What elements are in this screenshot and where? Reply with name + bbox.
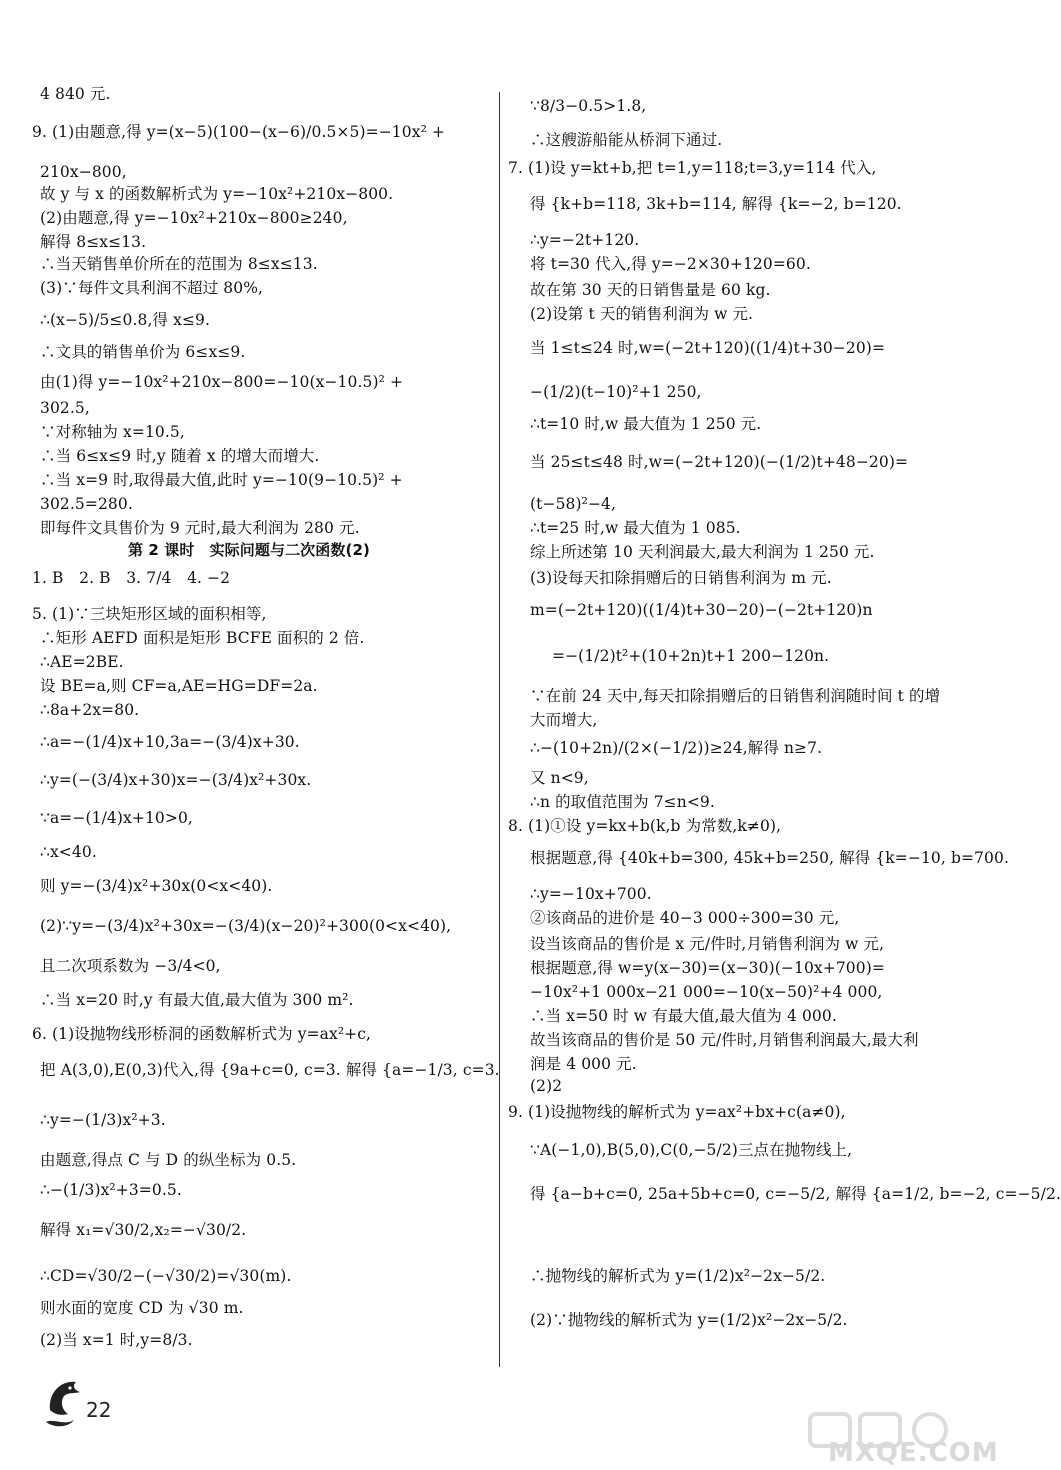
right-line-36: ∵A(−1,0),B(5,0),C(0,−5/2)三点在抛物线上,: [530, 1141, 853, 1159]
left-line-33: 6. (1)设抛物线形桥洞的函数解析式为 y=ax²+c,: [32, 1025, 372, 1043]
left-line-5: (2)由题意,得 y=−10x²+210x−800≥240,: [40, 209, 348, 227]
left-line-12: 302.5,: [40, 399, 90, 417]
left-line-36: 由题意,得点 C 与 D 的纵坐标为 0.5.: [40, 1151, 297, 1169]
left-line-7: ∴当天销售单价所在的范围为 8≤x≤13.: [40, 255, 318, 273]
left-line-29: 则 y=−(3/4)x²+30x(0<x<40).: [40, 877, 273, 895]
right-line-30: −10x²+1 000x−21 000=−10(x−50)²+4 000,: [530, 983, 883, 1001]
dolphin-logo-icon: [44, 1370, 92, 1430]
right-line-22: 又 n<9,: [530, 769, 589, 787]
left-line-40: 则水面的宽度 CD 为 √30 m.: [40, 1299, 244, 1317]
left-line-8: (3)∵每件文具利润不超过 80%,: [40, 279, 264, 297]
right-line-8: (2)设第 t 天的销售利润为 w 元.: [530, 305, 754, 323]
watermark-text: MXQE.COM: [828, 1438, 999, 1468]
right-line-29: 根据题意,得 w=y(x−30)=(x−30)(−10x+700)=: [530, 959, 885, 977]
right-line-27: ②该商品的进价是 40−3 000÷300=30 元,: [530, 909, 840, 927]
left-line-21: ∴矩形 AEFD 面积是矩形 BCFE 面积的 2 倍.: [40, 629, 365, 647]
right-line-39: (2)∵抛物线的解析式为 y=(1/2)x²−2x−5/2.: [530, 1311, 848, 1329]
right-line-10: −(1/2)(t−10)²+1 250,: [530, 383, 702, 401]
left-line-4: 故 y 与 x 的函数解析式为 y=−10x²+210x−800.: [40, 185, 394, 203]
right-line-34: (2)2: [530, 1077, 563, 1095]
right-line-19: ∵在前 24 天中,每天扣除捐赠后的日销售利润随时间 t 的增: [530, 687, 941, 705]
left-line-2: 9. (1)由题意,得 y=(x−5)(100−(x−6)/0.5×5)=−10x² +: [32, 123, 445, 141]
right-line-5: ∴y=−2t+120.: [530, 231, 640, 249]
right-line-6: 将 t=30 代入,得 y=−2×30+120=60.: [530, 255, 811, 273]
right-line-23: ∴n 的取值范围为 7≤n<9.: [530, 793, 715, 811]
left-line-26: ∴y=(−(3/4)x+30)x=−(3/4)x²+30x.: [40, 771, 312, 789]
left-line-39: ∴CD=√30/2−(−√30/2)=√30(m).: [40, 1267, 292, 1285]
right-line-20: 大而增大,: [530, 711, 598, 729]
left-line-30: (2)∵y=−(3/4)x²+30x=−(3/4)(x−20)²+300(0<x<40),: [40, 917, 452, 935]
left-line-38: 解得 x₁=√30/2,x₂=−√30/2.: [40, 1221, 247, 1239]
left-line-24: ∴8a+2x=80.: [40, 701, 140, 719]
left-line-9: ∴(x−5)/5≤0.8,得 x≤9.: [40, 311, 211, 329]
left-line-19: 1. B 2. B 3. 7/4 4. −2: [32, 569, 231, 587]
left-line-32: ∴当 x=20 时,y 有最大值,最大值为 300 m².: [40, 991, 354, 1009]
right-line-17: m=(−2t+120)((1/4)t+30−20)−(−2t+120)n: [530, 601, 873, 619]
right-line-16: (3)设每天扣除捐赠后的日销售利润为 m 元.: [530, 569, 832, 587]
right-line-13: (t−58)²−4,: [530, 495, 617, 513]
left-line-16: 302.5=280.: [40, 495, 133, 513]
right-line-25: 根据题意,得 {40k+b=300, 45k+b=250, 解得 {k=−10, b=700.: [530, 849, 1009, 867]
left-line-41: (2)当 x=1 时,y=8/3.: [40, 1331, 193, 1349]
right-line-11: ∴t=10 时,w 最大值为 1 250 元.: [530, 415, 762, 433]
left-line-27: ∵a=−(1/4)x+10>0,: [40, 809, 193, 827]
left-line-20: 5. (1)∵三块矩形区域的面积相等,: [32, 605, 267, 623]
left-line-18: 第 2 课时 实际问题与二次函数(2): [128, 541, 370, 559]
left-line-11: 由(1)得 y=−10x²+210x−800=−10(x−10.5)² +: [40, 373, 404, 391]
right-line-15: 综上所述第 10 天利润最大,最大利润为 1 250 元.: [530, 543, 875, 561]
right-line-14: ∴t=25 时,w 最大值为 1 085.: [530, 519, 741, 537]
right-line-2: ∴这艘游船能从桥洞下通过.: [530, 131, 723, 149]
right-line-9: 当 1≤t≤24 时,w=(−2t+120)((1/4)t+30−20)=: [530, 339, 886, 357]
left-line-15: ∴当 x=9 时,取得最大值,此时 y=−10(9−10.5)² +: [40, 471, 403, 489]
column-divider: [499, 92, 500, 1367]
right-line-32: 故当该商品的售价是 50 元/件时,月销售利润最大,最大利: [530, 1031, 919, 1049]
right-line-33: 润是 4 000 元.: [530, 1055, 637, 1073]
left-line-14: ∴当 6≤x≤9 时,y 随着 x 的增大而增大.: [40, 447, 320, 465]
left-line-34: 把 A(3,0),E(0,3)代入,得 {9a+c=0, c=3. 解得 {a=−1/3, c=3.: [40, 1061, 500, 1079]
left-line-25: ∴a=−(1/4)x+10,3a=−(3/4)x+30.: [40, 733, 300, 751]
right-line-37: 得 {a−b+c=0, 25a+5b+c=0, c=−5/2, 解得 {a=1/2, b=−2, c=−5/2.: [530, 1185, 1061, 1203]
right-line-12: 当 25≤t≤48 时,w=(−2t+120)(−(1/2)t+48−20)=: [530, 453, 909, 471]
right-line-3: 7. (1)设 y=kt+b,把 t=1,y=118;t=3,y=114 代入,: [508, 159, 877, 177]
left-line-1: 4 840 元.: [40, 85, 111, 103]
right-line-21: ∴−(10+2n)/(2×(−1/2))≥24,解得 n≥7.: [530, 739, 823, 757]
right-line-18: =−(1/2)t²+(10+2n)t+1 200−120n.: [552, 647, 830, 665]
right-line-28: 设当该商品的售价是 x 元/件时,月销售利润为 w 元,: [530, 935, 885, 953]
right-line-31: ∴当 x=50 时 w 有最大值,最大值为 4 000.: [530, 1007, 837, 1025]
left-line-17: 即每件文具售价为 9 元时,最大利润为 280 元.: [40, 519, 360, 537]
left-line-6: 解得 8≤x≤13.: [40, 233, 147, 251]
right-line-4: 得 {k+b=118, 3k+b=114, 解得 {k=−2, b=120.: [530, 195, 902, 213]
left-line-10: ∴文具的销售单价为 6≤x≤9.: [40, 343, 246, 361]
left-line-13: ∵对称轴为 x=10.5,: [40, 423, 185, 441]
left-line-28: ∴x<40.: [40, 843, 97, 861]
left-line-35: ∴y=−(1/3)x²+3.: [40, 1111, 166, 1129]
left-line-22: ∴AE=2BE.: [40, 653, 124, 671]
left-line-37: ∴−(1/3)x²+3=0.5.: [40, 1181, 182, 1199]
right-line-7: 故在第 30 天的日销售量是 60 kg.: [530, 281, 771, 299]
right-line-24: 8. (1)①设 y=kx+b(k,b 为常数,k≠0),: [508, 817, 782, 835]
right-line-26: ∴y=−10x+700.: [530, 885, 652, 903]
right-line-35: 9. (1)设抛物线的解析式为 y=ax²+bx+c(a≠0),: [508, 1103, 846, 1121]
left-line-3: 210x−800,: [40, 163, 127, 181]
left-line-31: 且二次项系数为 −3/4<0,: [40, 957, 221, 975]
left-line-23: 设 BE=a,则 CF=a,AE=HG=DF=2a.: [40, 677, 318, 695]
right-line-38: ∴抛物线的解析式为 y=(1/2)x²−2x−5/2.: [530, 1267, 826, 1285]
right-line-1: ∵8/3−0.5>1.8,: [530, 97, 647, 115]
page-number: 22: [86, 1398, 112, 1422]
